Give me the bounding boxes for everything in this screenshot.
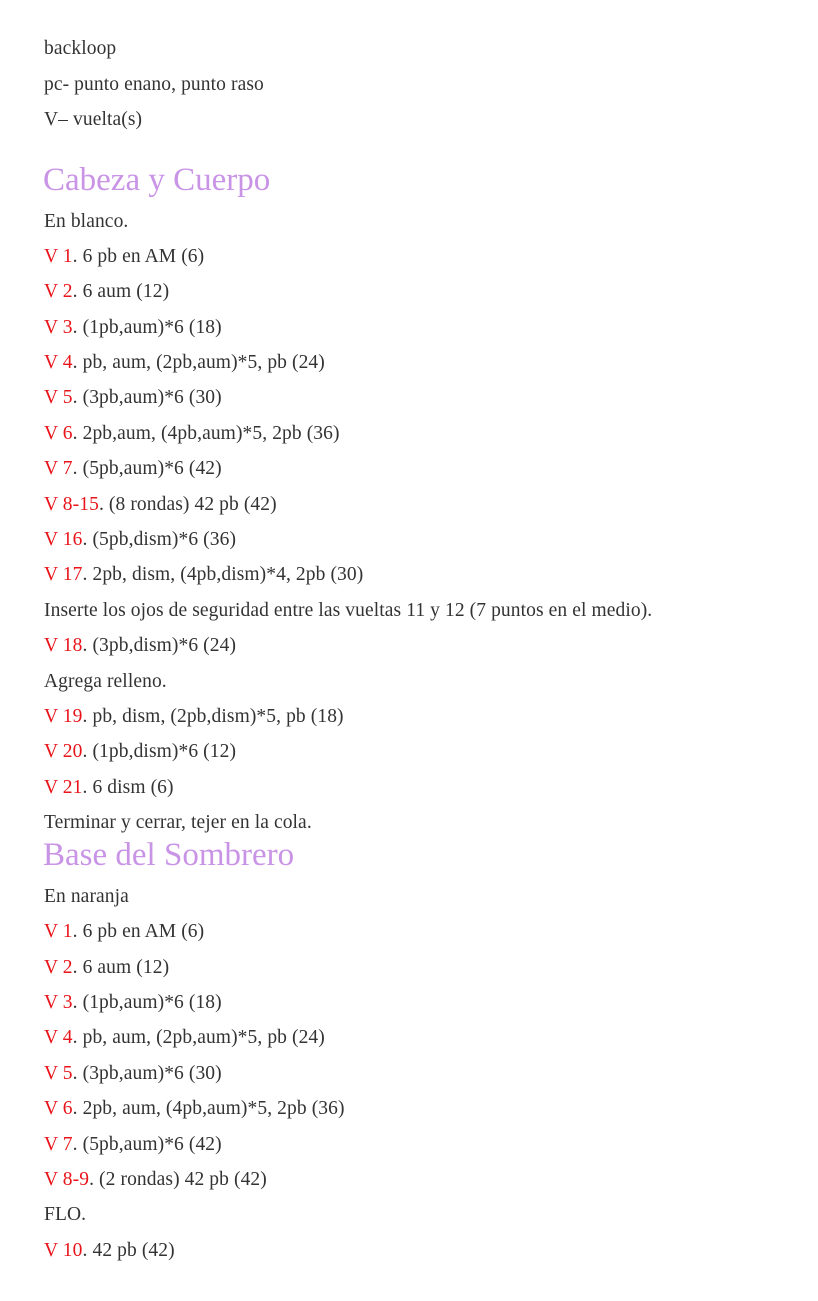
- round-line: [44, 351, 325, 375]
- round-text: . pb, dism, (2pb,dism)*5, pb (18): [82, 706, 344, 727]
- round-text: . 6 dism (6): [82, 777, 174, 798]
- round-label: V 6: [44, 423, 73, 444]
- round-line: [44, 740, 236, 764]
- round-text: . 6 aum (12): [72, 281, 170, 302]
- round-label: V 2: [44, 957, 73, 978]
- instruction-line: En blanco.: [44, 211, 129, 232]
- abbreviation-line: V– vuelta(s): [44, 109, 143, 130]
- round-text: . (1pb,aum)*6 (18): [72, 317, 222, 338]
- abbreviation-line: backloop: [44, 38, 117, 59]
- round-line: [44, 563, 363, 587]
- round-line: [44, 457, 222, 481]
- round-label: V 8-9: [44, 1169, 90, 1190]
- round-label: V 3: [44, 317, 73, 338]
- round-line: [44, 1026, 325, 1050]
- round-line: [44, 1239, 175, 1263]
- round-line: [44, 920, 204, 944]
- round-line: [44, 280, 169, 304]
- round-label: V 2: [44, 281, 73, 302]
- round-text: . (8 rondas) 42 pb (42): [98, 494, 277, 515]
- round-label: V 6: [44, 1098, 73, 1119]
- round-text: . (3pb,aum)*6 (30): [72, 1063, 222, 1084]
- round-text: . (5pb,aum)*6 (42): [72, 458, 222, 479]
- round-line: [44, 245, 204, 269]
- round-line: [44, 316, 222, 340]
- round-text: . 6 pb en AM (6): [72, 246, 205, 267]
- round-label: V 4: [44, 352, 73, 373]
- round-label: V 3: [44, 992, 73, 1013]
- round-text: . 2pb, aum, (4pb,aum)*5, 2pb (36): [72, 1098, 345, 1119]
- round-text: . (5pb,aum)*6 (42): [72, 1134, 222, 1155]
- round-label: V 21: [44, 777, 83, 798]
- round-text: . 6 aum (12): [72, 957, 170, 978]
- round-text: . pb, aum, (2pb,aum)*5, pb (24): [72, 1027, 325, 1048]
- round-line: [44, 1133, 222, 1157]
- round-text: . 2pb, dism, (4pb,dism)*4, 2pb (30): [82, 564, 364, 585]
- round-label: V 7: [44, 1134, 73, 1155]
- round-line: [44, 422, 340, 446]
- round-label: V 18: [44, 635, 83, 656]
- round-text: . (5pb,dism)*6 (36): [82, 529, 237, 550]
- round-line: [44, 493, 277, 517]
- round-label: V 19: [44, 706, 83, 727]
- round-label: V 5: [44, 1063, 73, 1084]
- round-line: [44, 386, 222, 410]
- round-label: V 10: [44, 1240, 83, 1261]
- round-label: V 8-15: [44, 494, 99, 515]
- round-text: . (1pb,aum)*6 (18): [72, 992, 222, 1013]
- round-line: [44, 776, 174, 800]
- instruction-line: Terminar y cerrar, tejer en la cola.: [44, 812, 312, 833]
- round-label: V 16: [44, 529, 83, 550]
- round-line: [44, 991, 222, 1015]
- round-label: V 7: [44, 458, 73, 479]
- abbreviation-line: pc- punto enano, punto raso: [44, 74, 264, 95]
- round-label: V 20: [44, 741, 83, 762]
- round-text: . (1pb,dism)*6 (12): [82, 741, 237, 762]
- instruction-line: Agrega relleno.: [44, 671, 167, 692]
- round-line: [44, 528, 236, 552]
- round-label: V 4: [44, 1027, 73, 1048]
- round-text: . (3pb,aum)*6 (30): [72, 387, 222, 408]
- section-heading-hat-base: Base del Sombrero: [43, 837, 295, 873]
- round-text: . 6 pb en AM (6): [72, 921, 205, 942]
- round-label: V 17: [44, 564, 83, 585]
- round-text: . (3pb,dism)*6 (24): [82, 635, 237, 656]
- instruction-line: FLO.: [44, 1204, 87, 1225]
- instruction-line: En naranja: [44, 886, 129, 907]
- round-text: . 2pb,aum, (4pb,aum)*5, 2pb (36): [72, 423, 340, 444]
- instruction-line: Inserte los ojos de seguridad entre las vueltas 11 y 12 (7 puntos en el medio).: [44, 600, 653, 621]
- round-line: [44, 705, 344, 729]
- round-text: . 42 pb (42): [82, 1240, 175, 1261]
- round-label: V 1: [44, 246, 73, 267]
- round-label: V 1: [44, 921, 73, 942]
- round-line: [44, 634, 236, 658]
- round-line: [44, 1168, 267, 1192]
- round-text: . (2 rondas) 42 pb (42): [89, 1169, 267, 1190]
- round-text: . pb, aum, (2pb,aum)*5, pb (24): [72, 352, 325, 373]
- round-line: [44, 1062, 222, 1086]
- round-label: V 5: [44, 387, 73, 408]
- round-line: [44, 1097, 345, 1121]
- section-heading-head-body: Cabeza y Cuerpo: [43, 162, 271, 198]
- round-line: [44, 956, 169, 980]
